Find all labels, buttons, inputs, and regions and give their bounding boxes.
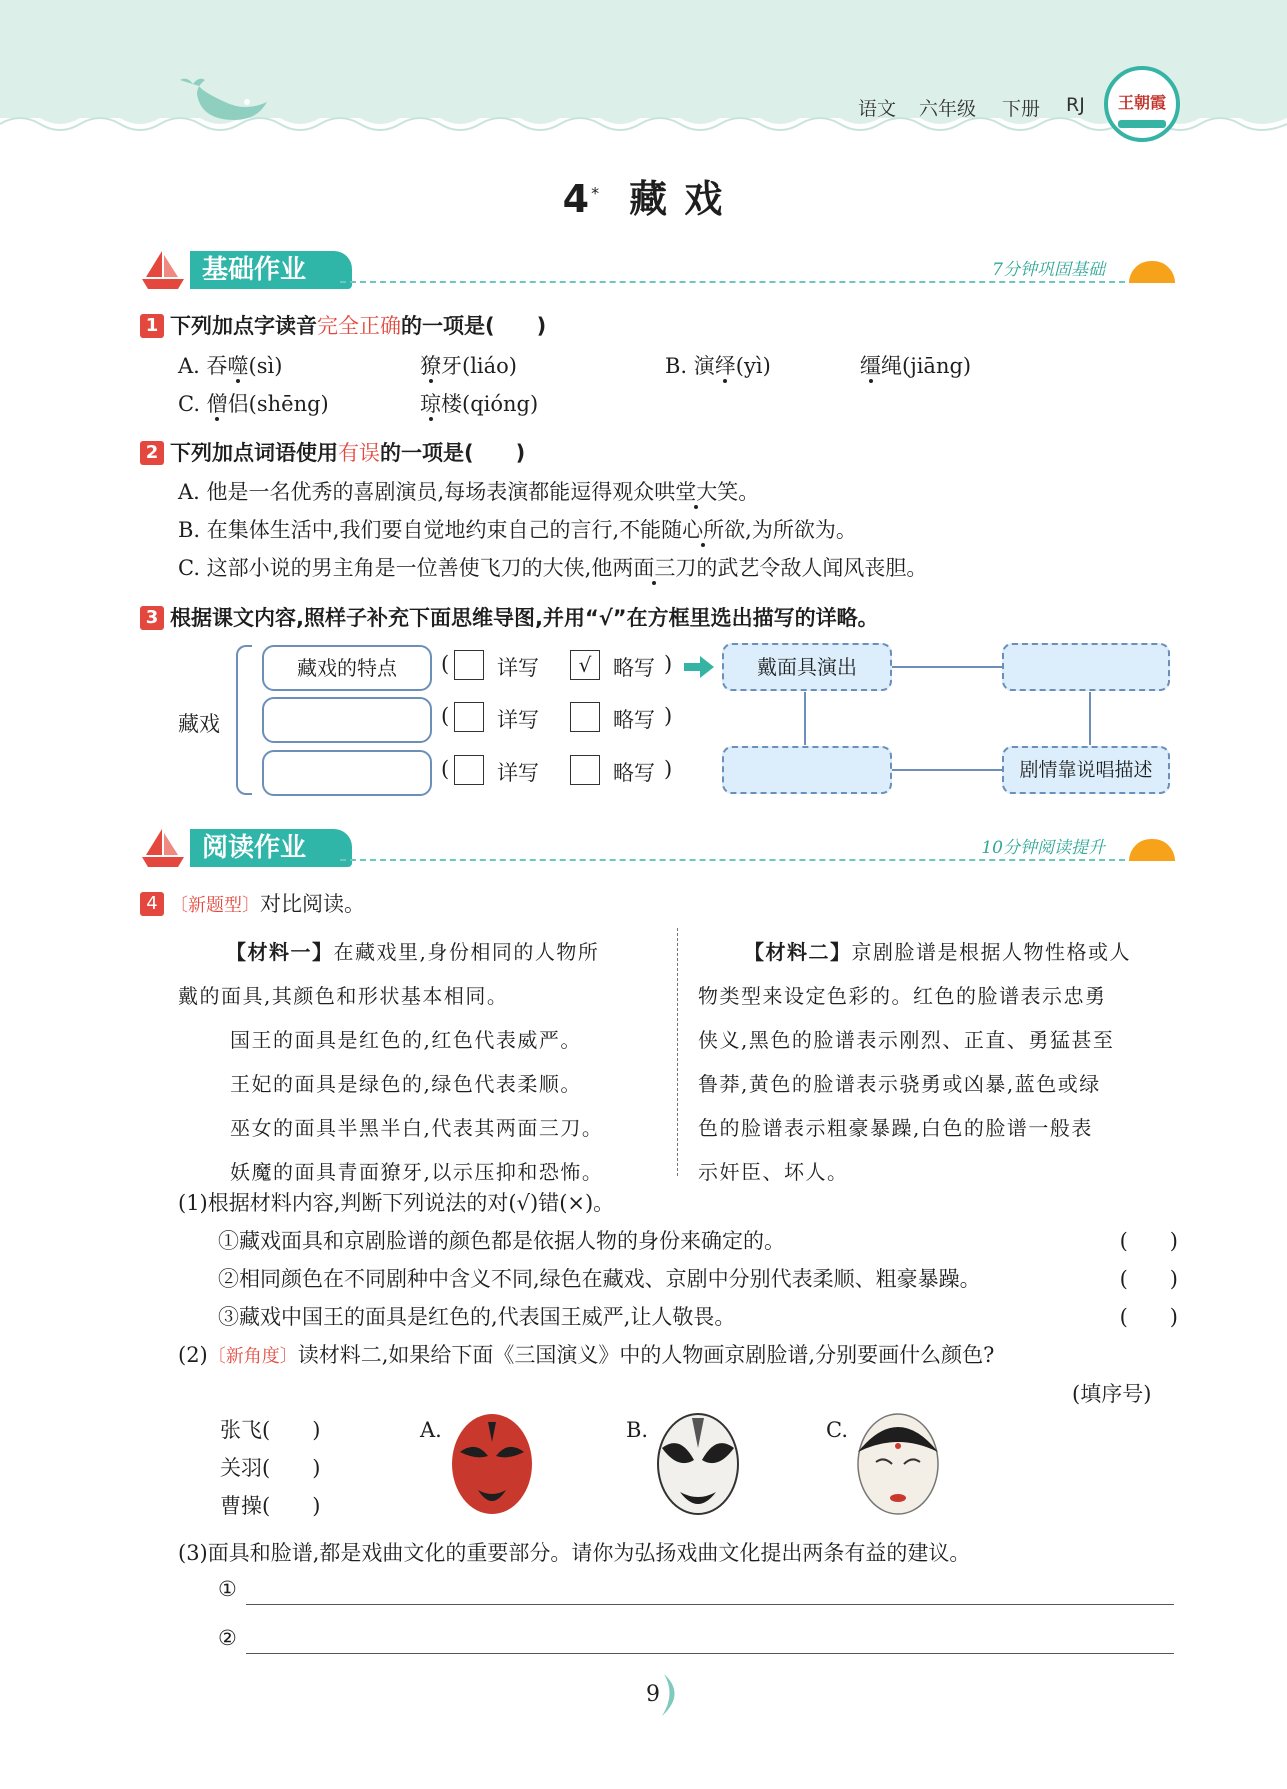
material-1-line: 国王的面具是红色的,红色代表威严。 [230, 1028, 582, 1052]
judge-item-1: ①藏戏面具和京剧脸谱的颜色都是依据人物的身份来确定的。 ( ) [218, 1225, 1178, 1255]
question-3-stem [140, 602, 879, 632]
answer-paren[interactable]: ( ) [1119, 1305, 1178, 1329]
header-subject: 语文 [858, 98, 897, 120]
person-zhangfei[interactable]: 张飞( ) [220, 1418, 321, 1442]
q1-emphasis: 完全正确 [317, 314, 401, 338]
question-4-number: 4 [140, 892, 164, 916]
section-basic-banner [140, 247, 1175, 291]
paren-close: ) [664, 704, 673, 728]
optional-mark: * [591, 183, 602, 203]
paren-open: ( [441, 757, 450, 781]
brief-checkbox-2[interactable] [570, 702, 600, 732]
detail-label-1: 详写 [497, 656, 539, 680]
brand-logo [1104, 66, 1180, 142]
new-type-tag: 〔新题型〕 [170, 895, 260, 916]
section-divider [340, 859, 1175, 861]
q2-option-a: A. 他是一名优秀的喜剧演员,每场表演都能逗得观众哄堂大笑。 [178, 480, 760, 504]
sunset-icon [1129, 839, 1175, 861]
paren-close: ) [664, 652, 673, 676]
sailboat-icon [140, 825, 188, 869]
material-2-line: 侠义,黑色的脸谱表示刚烈、正直、勇猛甚至 [698, 1028, 1115, 1052]
part-2-prompt: (2)〔新角度〕读材料二,如果给下面《三国演义》中的人物画京剧脸谱,分别要画什么颜色? [178, 1343, 995, 1367]
red-opera-mask-icon [448, 1412, 536, 1520]
section-reading-banner [140, 825, 1175, 869]
brand-logo-text: 王朝霞 [1117, 93, 1166, 112]
q1-option-c2: 琼楼(qióng) [420, 392, 539, 416]
brief-label-1: 略写 [613, 656, 655, 680]
part-2-hint: (填序号) [1072, 1382, 1152, 1406]
question-1-stem [140, 310, 546, 340]
detail-label-3: 详写 [497, 761, 539, 785]
header-edition: RJ [1066, 94, 1085, 116]
material-1-line: 妖魔的面具青面獠牙,以示压抑和恐怖。 [230, 1160, 604, 1184]
q2-prefix: 下列加点词语使用 [170, 441, 338, 465]
arrow-right-icon [682, 654, 716, 680]
face-c-label: C. [826, 1418, 848, 1442]
answer-paren[interactable]: ( ) [1119, 1229, 1178, 1253]
material-2-line: 物类型来设定色彩的。红色的脸谱表示忠勇 [698, 984, 1107, 1008]
q1-option-a2: 獠牙(liáo) [420, 354, 517, 378]
person-guanyu[interactable]: 关羽( ) [220, 1456, 321, 1480]
whale-icon [175, 72, 275, 132]
material-1-line: 戴的面具,其颜色和形状基本相同。 [178, 984, 509, 1008]
part-1-prompt: (1)根据材料内容,判断下列说法的对(√)错(×)。 [178, 1191, 615, 1215]
brief-checkbox-1[interactable]: √ [570, 650, 600, 680]
q1-suffix: 的一项是( ) [401, 314, 547, 338]
new-angle-tag: 〔新角度〕 [207, 1346, 298, 1367]
feature-box-1: 藏戏的特点 [262, 645, 432, 691]
q1-option-b1: B. 演绎(yì) [665, 354, 771, 378]
suggestion-1-mark: ① [218, 1577, 237, 1601]
section-basic-label: 基础作业 [190, 251, 352, 289]
mindmap-box-bottom-right: 剧情靠说唱描述 [1002, 746, 1170, 794]
lesson-title: 藏 戏 [629, 177, 725, 221]
q1-prefix: 下列加点字读音 [170, 314, 317, 338]
white-opera-mask-icon [854, 1412, 942, 1520]
q3-text: 根据课文内容,照样子补充下面思维导图,并用“√”在方框里选出描写的详略。 [170, 606, 879, 630]
black-white-opera-mask-icon [654, 1412, 742, 1520]
question-3-number: 3 [140, 606, 164, 630]
material-2-line: 色的脸谱表示粗豪暴躁,白色的脸谱一般表 [698, 1116, 1093, 1140]
q2-option-c: C. 这部小说的男主角是一位善使飞刀的大侠,他两面三刀的武艺令敌人闻风丧胆。 [178, 556, 928, 580]
face-a-label: A. [420, 1418, 442, 1442]
q1-option-c1: C. 僧侣(shēng) [178, 392, 329, 416]
face-b-label: B. [626, 1418, 649, 1442]
mindmap-brace [236, 645, 252, 795]
section-reading-label: 阅读作业 [190, 829, 352, 867]
suggestion-2-mark: ② [218, 1626, 237, 1650]
detail-checkbox-1[interactable] [454, 650, 484, 680]
section-divider [340, 281, 1175, 283]
material-1-line: 王妃的面具是绿色的,绿色代表柔顺。 [230, 1072, 582, 1096]
mindmap-root: 藏戏 [178, 712, 220, 736]
mindmap-box-bottom-left[interactable] [722, 746, 892, 794]
material-1: 【材料一】在藏戏里,身份相同的人物所 戴的面具,其颜色和形状基本相同。 国王的面具是红色的,红色代表威严。 王妃的面具是绿色的,绿色代表柔顺。 巫女的面具半黑半白,代表其两面三刀。 妖魔的面具青面獠牙,以示压抑和恐怖。 [178, 930, 658, 1194]
material-2-line: 示奸臣、坏人。 [698, 1160, 849, 1184]
question-2-stem [140, 437, 525, 467]
question-4-stem [140, 888, 365, 918]
judge-item-3: ③藏戏中国王的面具是红色的,代表国王威严,让人敬畏。 ( ) [218, 1301, 1178, 1331]
suggestion-2-line[interactable] [246, 1653, 1174, 1654]
lesson-number: 4 [562, 177, 592, 221]
mindmap-box-top-left: 戴面具演出 [722, 643, 892, 691]
paren-open: ( [441, 652, 450, 676]
answer-paren[interactable]: ( ) [1119, 1267, 1178, 1291]
brief-label-3: 略写 [613, 761, 655, 785]
brief-label-2: 略写 [613, 708, 655, 732]
material-2: 【材料二】京剧脸谱是根据人物性格或人 物类型来设定色彩的。红色的脸谱表示忠勇 侠义,黑色的脸谱表示刚烈、正直、勇猛甚至 鲁莽,黄色的脸谱表示骁勇或凶暴,蓝色或绿 色的脸谱表示粗豪暴躁,白色的脸谱一般表 示奸臣、坏人。 [698, 930, 1178, 1194]
sunset-icon [1129, 261, 1175, 283]
page-number: 9 [646, 1682, 660, 1707]
material-2-heading: 【材料二】 [744, 940, 852, 964]
material-divider [677, 928, 678, 1176]
question-1-number: 1 [140, 314, 164, 338]
q4-intro: 对比阅读。 [260, 892, 365, 916]
material-2-line: 鲁莽,黄色的脸谱表示骁勇或凶暴,蓝色或绿 [698, 1072, 1101, 1096]
section-basic-time-note: 7分钟巩固基础 [992, 260, 1105, 280]
paren-close: ) [664, 757, 673, 781]
page-title [0, 168, 1287, 223]
paren-open: ( [441, 704, 450, 728]
page-number-badge [628, 1670, 684, 1720]
sailboat-icon [140, 247, 188, 291]
detail-checkbox-2[interactable] [454, 702, 484, 732]
feature-box-2[interactable] [262, 697, 432, 743]
part-3-prompt: (3)面具和脸谱,都是戏曲文化的重要部分。请你为弘扬戏曲文化提出两条有益的建议。 [178, 1541, 971, 1565]
question-2-number: 2 [140, 441, 164, 465]
judge-item-2: ②相同颜色在不同剧种中含义不同,绿色在藏戏、京剧中分别代表柔顺、粗豪暴躁。 ( ) [218, 1263, 1178, 1293]
feature-box-3[interactable] [262, 750, 432, 796]
brief-checkbox-3[interactable] [570, 755, 600, 785]
q2-suffix: 的一项是( ) [380, 441, 526, 465]
suggestion-1-line[interactable] [246, 1604, 1174, 1605]
q1-option-b2: 缰绳(jiāng) [860, 354, 972, 378]
q2-option-b: B. 在集体生活中,我们要自觉地约束自己的言行,不能随心所欲,为所欲为。 [178, 518, 857, 542]
person-caocao[interactable]: 曹操( ) [220, 1494, 321, 1518]
header-volume: 下册 [1002, 98, 1041, 120]
detail-label-2: 详写 [497, 708, 539, 732]
logo-ribbon [1118, 120, 1166, 128]
detail-checkbox-3[interactable] [454, 755, 484, 785]
q1-option-a1: A. 吞噬(sì) [178, 354, 283, 378]
material-1-line: 巫女的面具半黑半白,代表其两面三刀。 [230, 1116, 604, 1140]
header-grade: 六年级 [919, 98, 977, 120]
section-reading-time-note: 10分钟阅读提升 [981, 838, 1105, 858]
material-1-heading: 【材料一】 [226, 940, 334, 964]
mindmap-box-top-right[interactable] [1002, 643, 1170, 691]
q2-emphasis: 有误 [338, 441, 380, 465]
